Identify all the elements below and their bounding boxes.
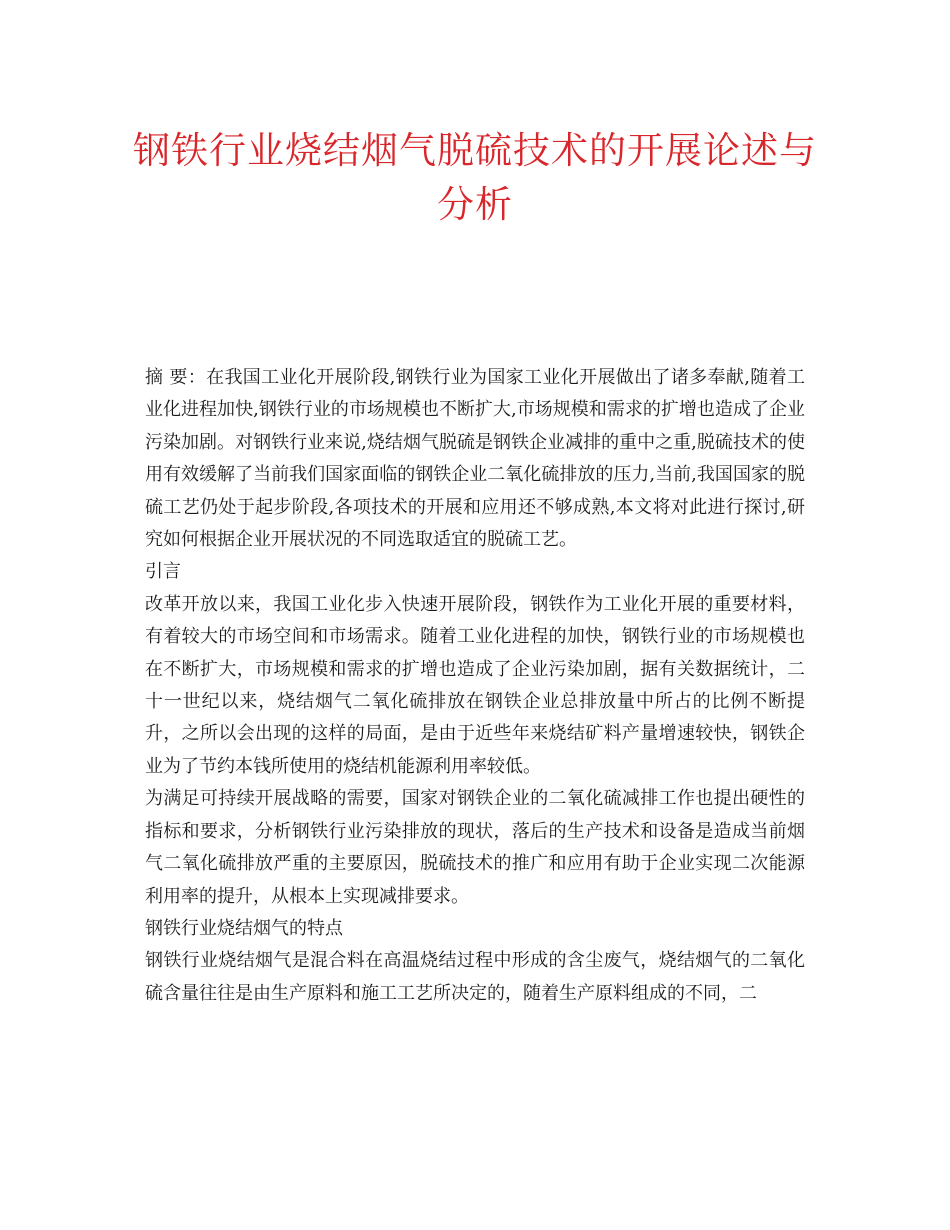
abstract-label: 摘 要： — [145, 367, 207, 388]
document-body — [145, 362, 805, 1010]
features-paragraph-1: 钢铁行业烧结烟气是混合料在高温烧结过程中形成的含尘废气，烧结烟气的二氧化硫含量往往是由生产原料和施工工艺所决定的，随着生产原料组成的不同，二 — [145, 950, 805, 1004]
intro-paragraph-1: 改革开放以来，我国工业化步入快速开展阶段，钢铁作为工业化开展的重要材料，有着较大的市场空间和市场需求。随着工业化进程的加快，钢铁行业的市场规模也在不断扩大，市场规模和需求的扩增也造成了企业污染加剧，据有关数据统计，二十一世纪以来，烧结烟气二氧化硫排放在钢铁企业总排放量中所占的比例不断提升，之所以会出现的这样的局面，是由于近些年来烧结矿料产量增速较快，钢铁企业为了节约本钱所使用的烧结机能源利用率较低。 — [145, 593, 805, 777]
abstract-paragraph — [145, 362, 805, 556]
section-heading-intro: 引言 — [145, 561, 181, 583]
document-title: 钢铁行业烧结烟气脱硫技术的开展论述与分析 — [133, 129, 817, 226]
intro-paragraph-2: 为满足可持续开展战略的需要，国家对钢铁企业的二氧化硫减排工作也提出硬性的指标和要求，分析钢铁行业污染排放的现状，落后的生产技术和设备是造成当前烟气二氧化硫排放严重的主要原因，脱硫技术的推广和应用有助于企业实现二次能源利用率的提升，从根本上实现减排要求。 — [145, 788, 805, 907]
section-heading-features: 钢铁行业烧结烟气的特点 — [145, 917, 343, 939]
abstract-text: 在我国工业化开展阶段,钢铁行业为国家工业化开展做出了诸多奉献,随着工业化进程加快,钢铁行业的市场规模也不断扩大,市场规模和需求的扩增也造成了企业污染加剧。对钢铁行业来说,烧结烟气脱硫是钢铁企业减排的重中之重,脱硫技术的使用有效缓解了当前我们国家面临的钢铁企业二氧化硫排放的压力,当前,我国国家的脱硫工艺仍处于起步阶段,各项技术的开展和应用还不够成熟,本文将对此进行探讨,研究如何根据企业开展状况的不同选取适宜的脱硫工艺。 — [145, 367, 805, 551]
